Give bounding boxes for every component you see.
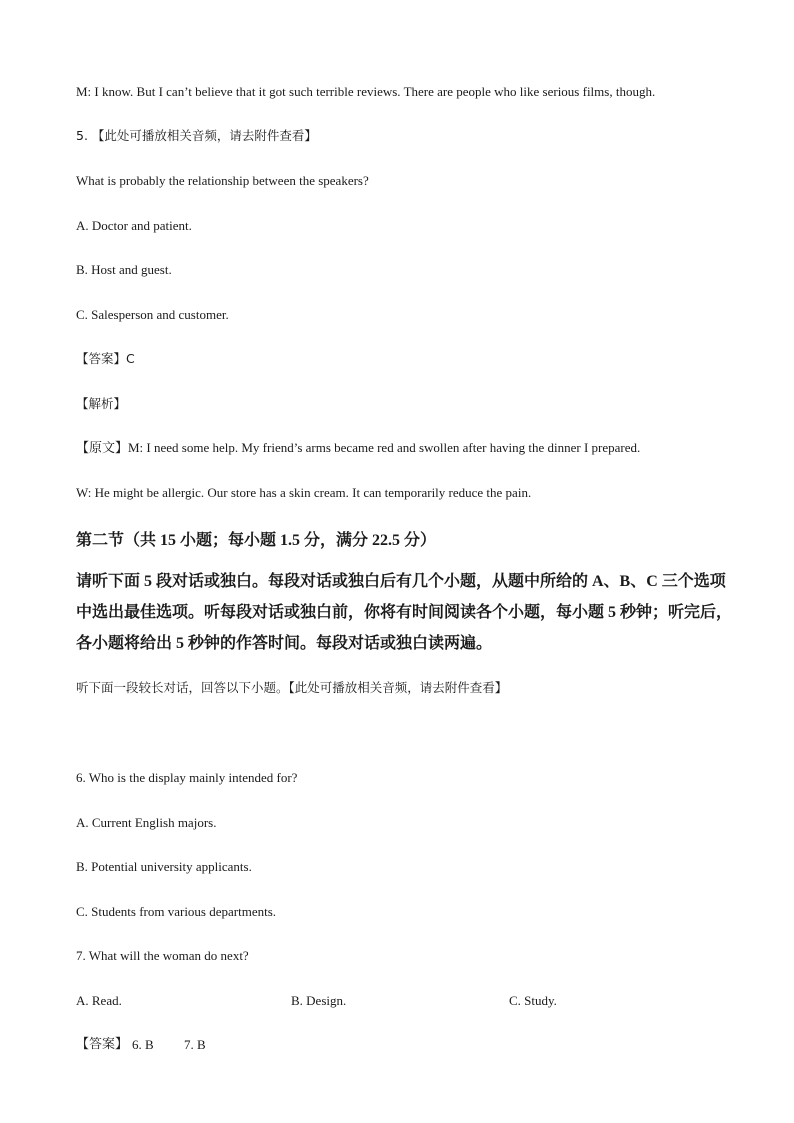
question-6-text: 6. Who is the display mainly intended for? <box>76 770 298 785</box>
listen-prompt: 听下面一段较长对话，回答以下小题。【此处可播放相关音频，请去附件查看】 <box>76 680 508 695</box>
answer-label: 【答案】C <box>76 351 135 366</box>
question-7-text: 7. What will the woman do next? <box>76 948 249 963</box>
question-6-option-a: A. Current English majors. <box>76 815 217 830</box>
section-instructions: 请听下面 5 段对话或独白。每段对话或独白后有几个小题，从题中所给的 A、B、C 三个选项中选出最佳选项。听每段对话或独白前，你将有时间阅读各个小题，每小题 5 秒钟；听完后，各小题将给出 5 秒钟的作答时间。每段对话或独白读两遍。 <box>76 573 733 652</box>
section-title: 第二节（共 15 小题；每小题 1.5 分，满分 22.5 分） <box>76 532 437 549</box>
analysis-label: 【解析】 <box>76 396 127 411</box>
question-5-option-b: B. Host and guest. <box>76 262 172 277</box>
question-7-option-c: C. Study. <box>509 993 557 1008</box>
final-answer-7: 7. B <box>184 1037 206 1052</box>
question-7-option-a: A. Read. <box>76 993 122 1008</box>
final-answer-label: 【答案】 <box>76 1037 129 1052</box>
final-answer-6: 6. B <box>132 1037 154 1052</box>
question-6-option-b: B. Potential university applicants. <box>76 859 252 874</box>
question-6-option-c: C. Students from various departments. <box>76 904 277 919</box>
question-5-option-c: C. Salesperson and customer. <box>76 307 229 322</box>
question-5-option-a: A. Doctor and patient. <box>76 218 192 233</box>
transcript-w-line: W: He might be allergic. Our store has a skin cream. It can temporarily reduce the pain. <box>76 485 532 500</box>
question-5-label: 5. 【此处可播放相关音频，请去附件查看】 <box>76 128 317 143</box>
transcript-m-line: 【原文】M: I need some help. My friend’s arms became red and swollen after having the dinner I prepared. <box>76 440 641 455</box>
question-7-option-b: B. Design. <box>291 993 347 1008</box>
dialogue-line-m: M: I know. But I can’t believe that it got such terrible reviews. There are people who like serious films, though. <box>76 84 656 99</box>
question-5-text: What is probably the relationship between the speakers? <box>76 173 369 188</box>
